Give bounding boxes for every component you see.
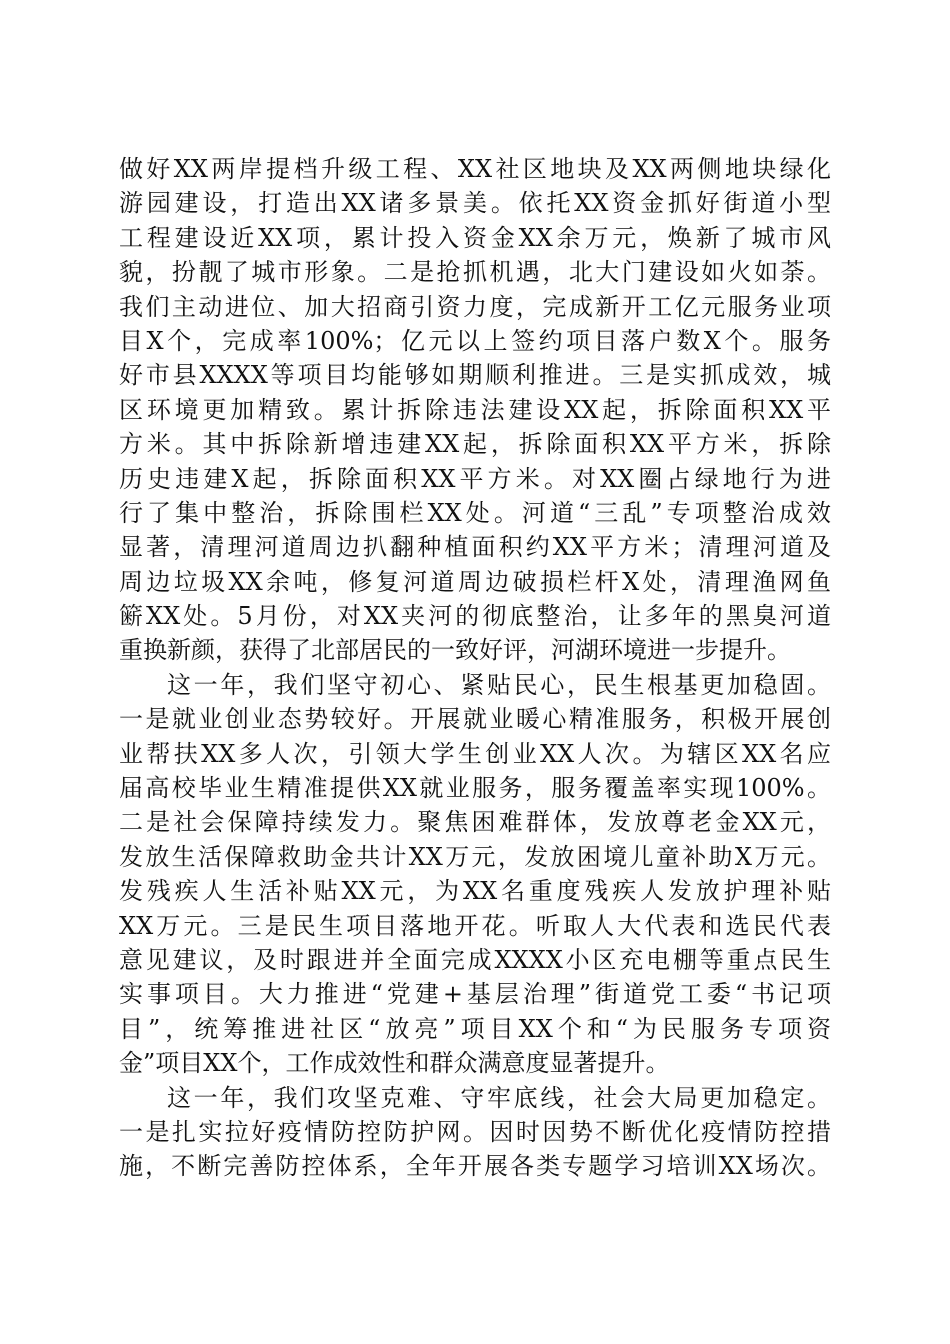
text-line: 业帮扶XX多人次，引领大学生创业XX人次。为辖区XX名应	[119, 739, 831, 768]
text-line: 簖XX处。5月份，对XX夹河的彻底整治，让多年的黑臭河道	[119, 602, 831, 631]
text-line: 历史违建X起，拆除面积XX平方米。对XX圈占绿地行为进	[119, 464, 831, 493]
text-line: 工程建设近XX项，累计投入资金XX余万元，焕新了城市风	[119, 223, 831, 252]
text-line: 方米。其中拆除新增违建XX起，拆除面积XX平方米，拆除	[119, 430, 831, 459]
text-line: 重换新颜，获得了北部居民的一致好评，河湖环境进一步提升。	[119, 636, 791, 665]
text-line: 二是社会保障持续发力。聚焦困难群体，发放尊老金XX元，	[119, 808, 831, 837]
body-text	[119, 152, 831, 1184]
text-line: 目”，统筹推进社区“放亮”项目XX个和“为民服务专项资	[119, 1014, 831, 1043]
text-line: 发残疾人生活补贴XX元，为XX名重度残疾人发放护理补贴	[119, 877, 831, 906]
text-line: 行了集中整治，拆除围栏XX处。河道“三乱”专项整治成效	[119, 498, 831, 527]
text-line: 貌，扮靓了城市形象。二是抢抓机遇，北大门建设如火如荼。	[119, 258, 831, 287]
text-line: XX万元。三是民生项目落地开花。听取人大代表和选民代表	[119, 911, 831, 940]
text-line: 一是扎实拉好疫情防控防护网。因时因势不断优化疫情防控措	[119, 1117, 831, 1146]
text-line: 显著，清理河道周边扒翻种植面积约XX平方米；清理河道及	[119, 533, 831, 562]
text-line: 意见建议，及时跟进并全面完成XXXX小区充电棚等重点民生	[119, 945, 831, 974]
text-line: 发放生活保障救助金共计XX万元，发放困境儿童补助X万元。	[119, 842, 831, 871]
text-line: 一是就业创业态势较好。开展就业暖心精准服务，积极开展创	[119, 705, 831, 734]
text-line: 金”项目XX个，工作成效性和群众满意度显著提升。	[119, 1049, 670, 1078]
text-line: 我们主动进位、加大招商引资力度，完成新开工亿元服务业项	[119, 292, 831, 321]
text-line: 周边垃圾XX余吨，修复河道周边破损栏杆X处，清理渔网鱼	[119, 567, 831, 596]
text-line: 区环境更加精致。累计拆除违法建设XX起，拆除面积XX平	[119, 395, 831, 424]
text-line: 好市县XXXX等项目均能够如期顺利推进。三是实抓成效，城	[119, 361, 831, 390]
text-line: 目X个，完成率100%；亿元以上签约项目落户数X个。服务	[119, 326, 831, 355]
text-line: 实事项目。大力推进“党建+基层治理”街道党工委“书记项	[119, 980, 831, 1009]
text-line: 届高校毕业生精准提供XX就业服务，服务覆盖率实现100%。	[119, 774, 831, 803]
paragraph-first-line: 这一年，我们攻坚克难、守牢底线，社会大局更加稳定。	[167, 1083, 831, 1112]
text-line: 施，不断完善防控体系，全年开展各类专题学习培训XX场次。	[119, 1152, 831, 1181]
paragraph-first-line: 这一年，我们坚守初心、紧贴民心，民生根基更加稳固。	[167, 670, 831, 699]
text-line: 游园建设，打造出XX诸多景美。依托XX资金抓好街道小型	[119, 189, 831, 218]
text-line: 做好XX两岸提档升级工程、XX社区地块及XX两侧地块绿化	[119, 155, 831, 183]
